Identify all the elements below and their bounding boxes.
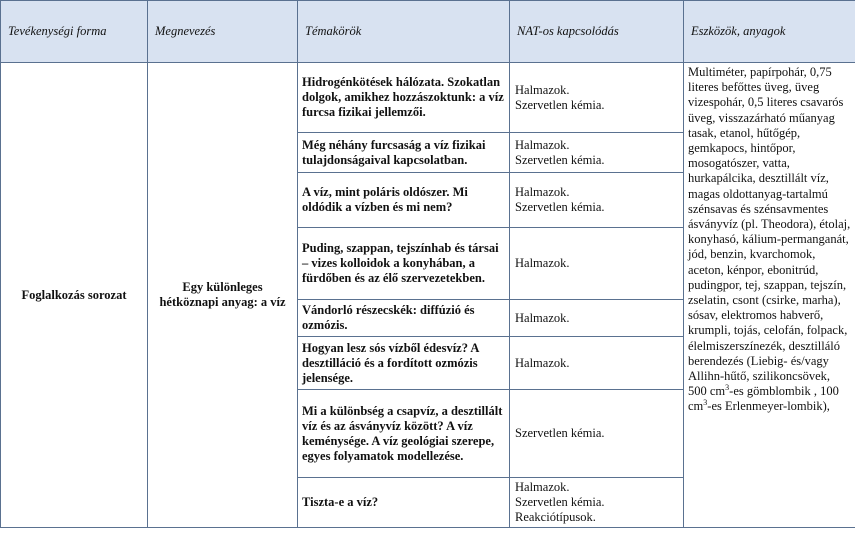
nat-cell: Halmazok. Szervetlen kémia. [510,63,684,133]
tools-cell [684,63,855,528]
nat-cell: Halmazok. Szervetlen kémia. [510,133,684,173]
tools-text: Multiméter, papírpohár, 0,75 literes befőttes üveg, üveg vizespohár, 0,5 literes csavarós üveg, visszazárható műanyag tasak, etanol, hűtőgép, gemkapocs, hintőpor, mosogatószer, vatta, hurkapálcika, desztillált víz, magas oldottanyag-tartalmú szénsavas és szénsavmentes ásványvíz (pl. Theodora), étolaj, konyhasó, kálium-permanganát, jód, benzin, kvarchomok, aceton, kénpor, ebonitrúd, pudingpor, tej, szappan, tejszín, zselatin, csont (csirke, marha), sósav, elektromos habverő, krumpli, tojás, celofán, folpack, élelmiszerszínezék, desztilláló berendezés (Liebig- és/vagy Allihn-hűtő, szilikoncsövek, 500 cm [688,65,851,399]
topic-cell: Még néhány furcsaság a víz fizikai tulajdonságaival kapcsolatban. [298,133,510,173]
header-tools: Eszközök, anyagok [684,1,855,63]
tools-text-3: -es Erlenmeyer-lombik), [707,399,830,414]
header-topics: Témakörök [298,1,510,63]
nat-cell: Halmazok. Szervetlen kémia. Reakciótípusok. [510,478,684,528]
header-activity-form: Tevékenységi forma [1,1,148,63]
topic-cell: Mi a különbség a csapvíz, a desztillált víz és az ásványvíz között? A víz keménysége. A víz geológiai szerepe, egyes folyamatok modellezése. [298,390,510,478]
topic-cell: Vándorló részecskék: diffúzió és ozmózis. [298,300,510,337]
nat-cell: Halmazok. [510,337,684,390]
header-name: Megnevezés [148,1,298,63]
header-nat: NAT-os kapcsolódás [510,1,684,63]
tools-sup-2: 3 [703,398,708,408]
topic-cell: Puding, szappan, tejszínhab és társai – vizes kolloidok a konyhában, a fürdőben és az élő szervezetekben. [298,228,510,300]
header-row [1,1,855,63]
nat-cell: Halmazok. [510,300,684,337]
nat-cell: Szervetlen kémia. [510,390,684,478]
nat-cell: Halmazok. [510,228,684,300]
name-cell: Egy különleges hétköznapi anyag: a víz [148,63,298,528]
topic-cell: A víz, mint poláris oldószer. Mi oldódik a vízben és mi nem? [298,173,510,228]
nat-cell: Halmazok. Szervetlen kémia. [510,173,684,228]
topic-cell: Hidrogénkötések hálózata. Szokatlan dolgok, amikhez hozzászoktunk: a víz furcsa fizikai jellemzői. [298,63,510,133]
table-row [1,63,855,133]
topic-cell: Tiszta-e a víz? [298,478,510,528]
tools-text-2: -es gömblombik , 100 cm [688,384,839,414]
tools-sup-1: 3 [725,383,730,393]
activity-form-cell: Foglalkozás sorozat [1,63,148,528]
topic-cell: Hogyan lesz sós vízből édesvíz? A desztilláció és a fordított ozmózis jelensége. [298,337,510,390]
